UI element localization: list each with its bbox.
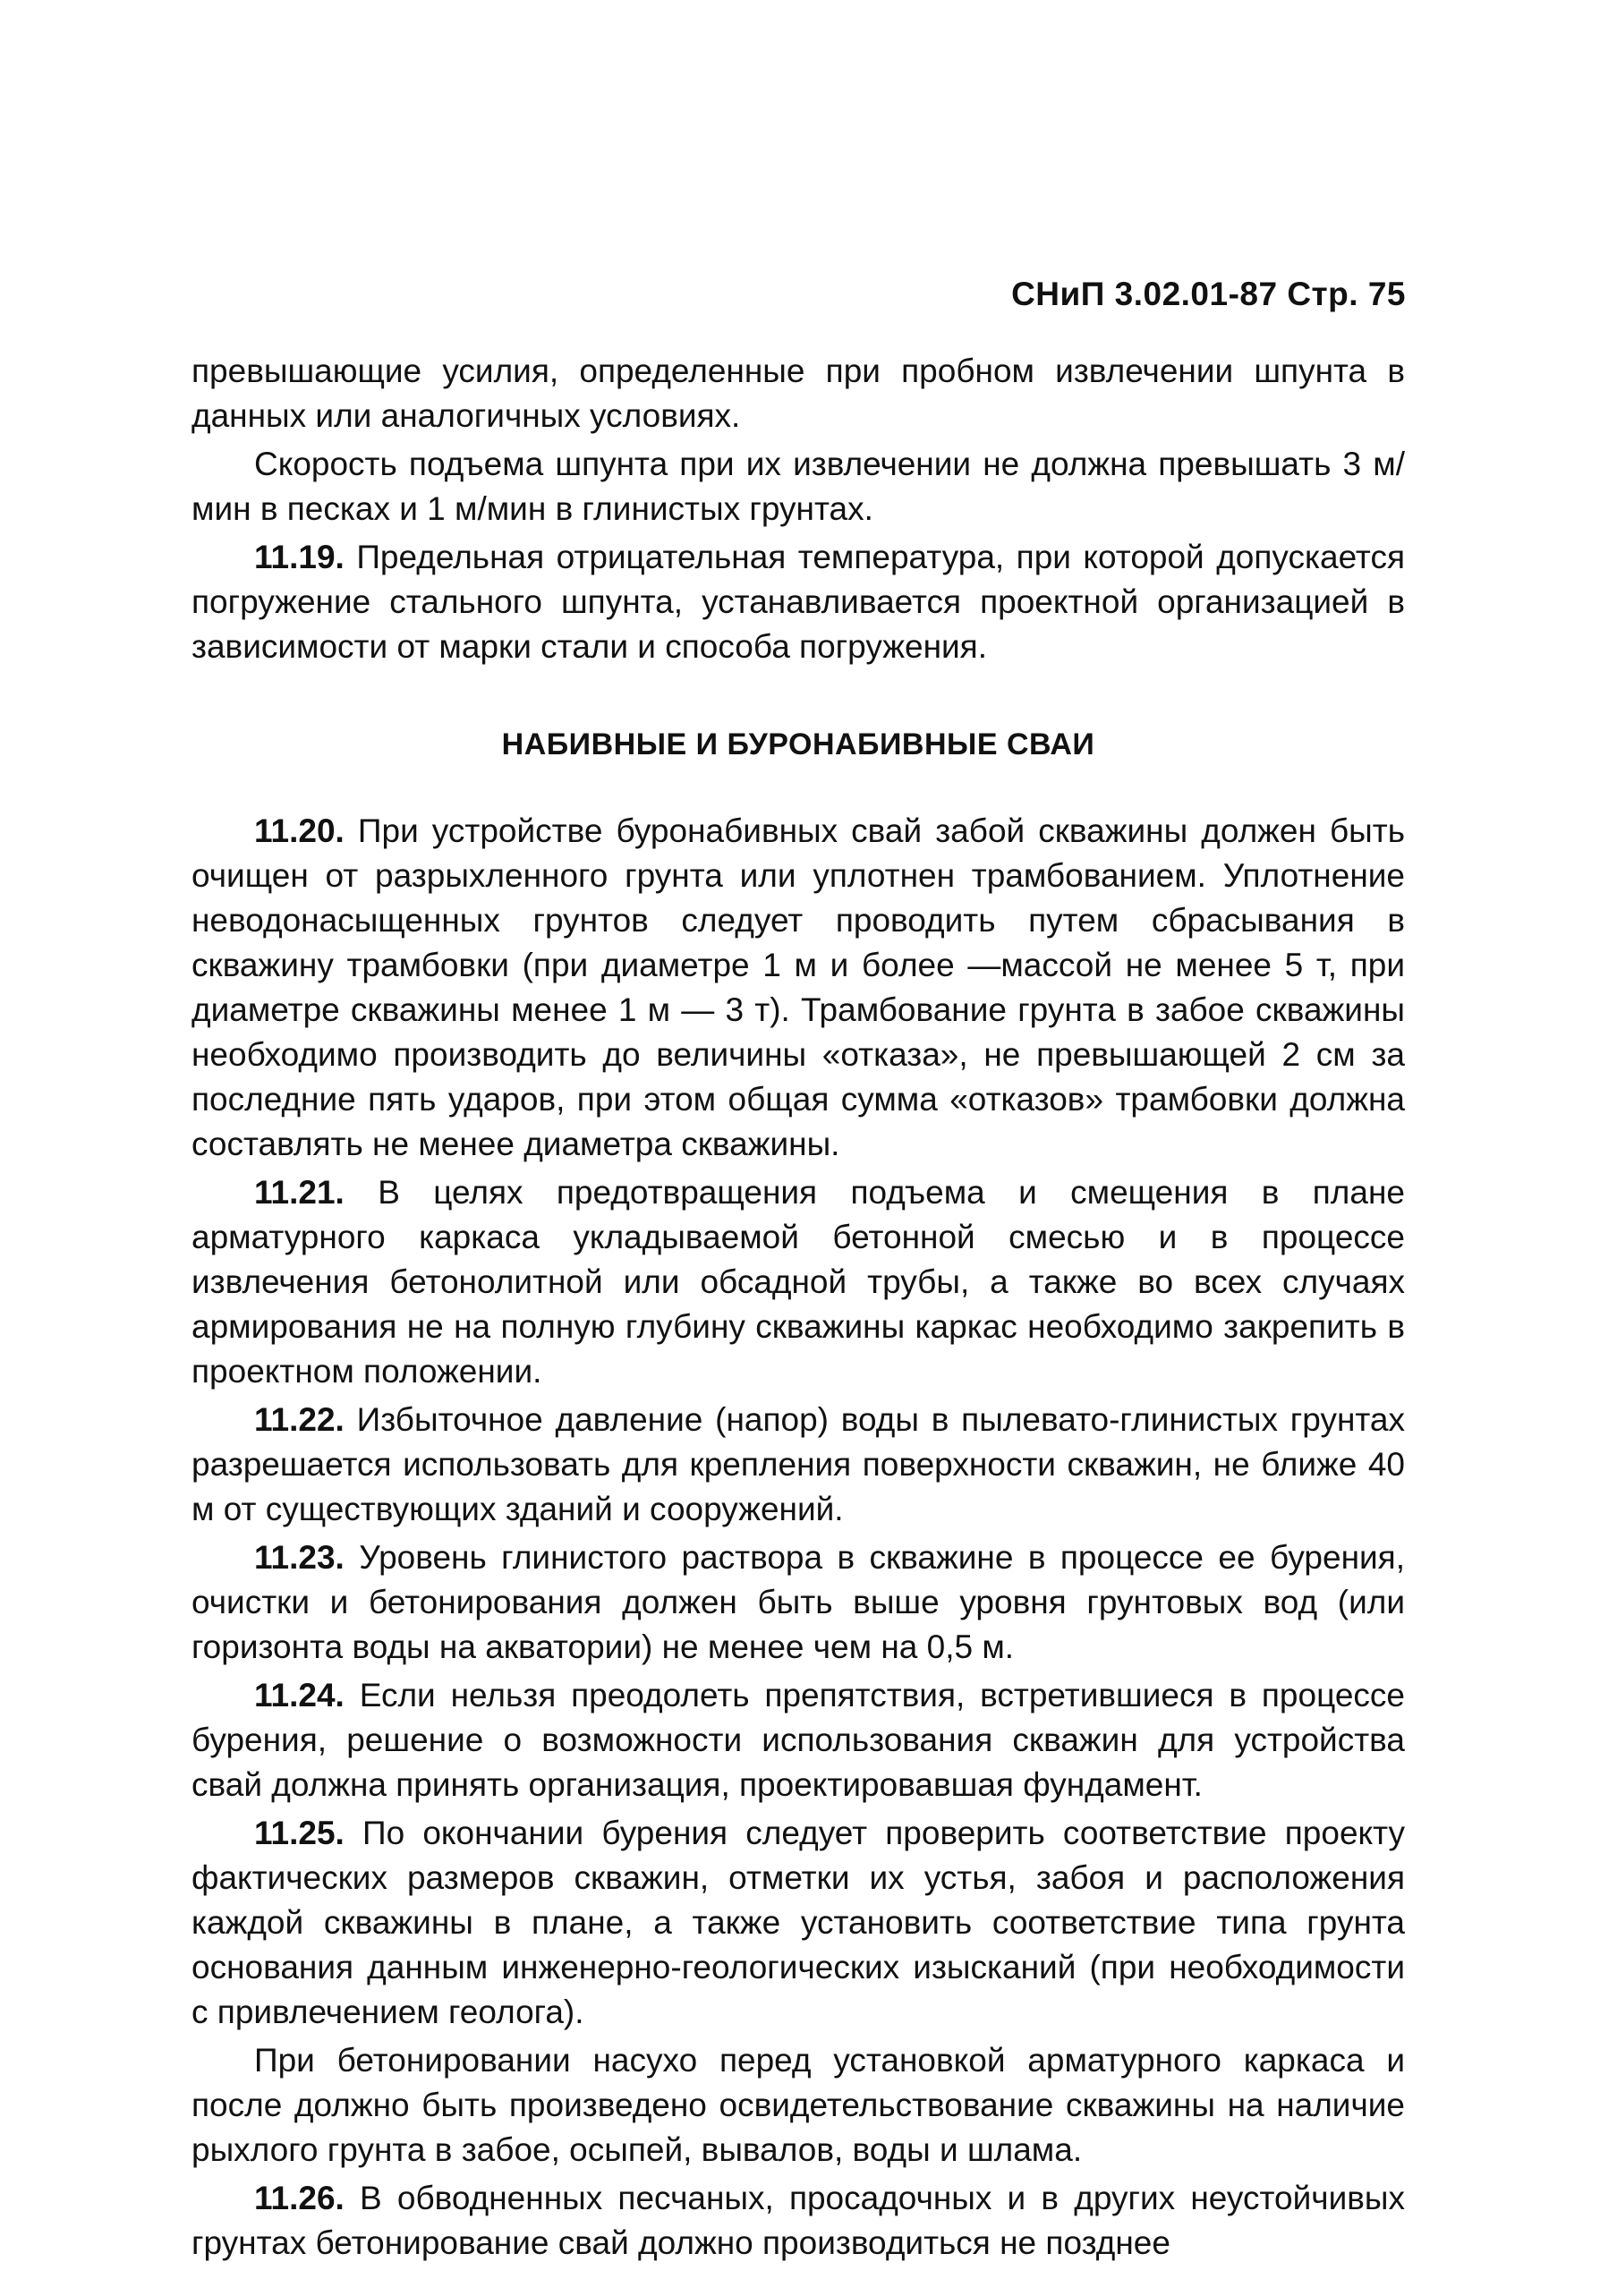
clause-number: 11.24. bbox=[254, 1677, 345, 1713]
clause-11-21 bbox=[191, 1170, 1405, 1394]
clause-11-24 bbox=[191, 1673, 1405, 1807]
clause-text: Предельная отрицательная температура, при которой допускается погружение стального шпунта, устанавливается проектной организацией в зависимости от марки стали и способа погружения. bbox=[191, 539, 1405, 665]
clause-text: Если нельзя преодолеть препятствия, встретившиеся в процессе бурения, решение о возможности использования скважин для устройства свай должна принять организация, проектировавшая фундамент. bbox=[191, 1677, 1405, 1803]
clause-number: 11.23. bbox=[254, 1539, 345, 1576]
clause-number: 11.25. bbox=[254, 1815, 345, 1851]
clause-number: 11.22. bbox=[254, 1401, 345, 1438]
intro-paragraph: превышающие усилия, определенные при пробном извлечении шпунта в данных или аналогичных условиях. bbox=[191, 353, 1405, 434]
clause-text: При устройстве буронабивных свай забой скважины должен быть очищен от разрыхленного грунта или уплотнен трамбованием. Уплотнение неводонасыщенных грунтов следует проводить путем сбрасывания в скважину трамбовки (при диаметре 1 м и более —массой не менее 5 т, при диаметре скважины менее 1 м — 3 т). Трамбование грунта в забое скважины необходимо производить до величины «отказа», не превышающей 2 см за последние пять ударов, при этом общая сумма «отказов» трамбовки должна составлять не менее диаметра скважины. bbox=[191, 812, 1405, 1162]
clause-number: 11.19. bbox=[254, 539, 345, 575]
page-header: СНиП 3.02.01-87 Стр. 75 bbox=[1011, 276, 1406, 312]
section-heading: НАБИВНЫЕ И БУРОНАБИВНЫЕ СВАИ bbox=[501, 727, 1095, 761]
clause-11-25 bbox=[191, 1811, 1405, 2035]
paragraph-after-11-25: При бетонировании насухо перед установкой арматурного каркаса и после должно быть произведено освидетельствование скважины на наличие рыхлого грунта в забое, осыпей, вывалов, воды и шлама. bbox=[191, 2042, 1405, 2168]
page-body bbox=[191, 349, 1405, 2269]
clause-text: В целях предотвращения подъема и смещения в плане арматурного каркаса укладываемой бетонной смесью и в процессе извлечения бетонолитной или обсадной трубы, а также во всех случаях армирования не на полную глубину скважины каркас необходимо закрепить в проектном положении. bbox=[191, 1174, 1405, 1390]
clause-number: 11.20. bbox=[254, 812, 345, 849]
clause-11-26 bbox=[191, 2176, 1405, 2266]
clause-number: 11.26. bbox=[254, 2180, 345, 2216]
intro-paragraph: Скорость подъема шпунта при их извлечении не должна превышать 3 м/мин в песках и 1 м/мин в глинистых грунтах. bbox=[191, 446, 1405, 527]
clause-11-22 bbox=[191, 1398, 1405, 1532]
clause-text: Избыточное давление (напор) воды в пылевато-глинистых грунтах разрешается использовать для крепления поверхности скважин, не ближе 40 м от существующих зданий и сооружений. bbox=[191, 1401, 1405, 1527]
clause-text: В обводненных песчаных, просадочных и в других неустойчивых грунтах бетонирование свай должно производиться не позднее bbox=[191, 2180, 1405, 2261]
clause-number: 11.21. bbox=[254, 1174, 345, 1211]
clause-11-23 bbox=[191, 1535, 1405, 1670]
clause-11-19 bbox=[191, 535, 1405, 669]
clause-text: Уровень глинистого раствора в скважине в процессе ее бурения, очистки и бетонирования должен быть выше уровня грунтовых вод (или горизонта воды на акватории) не менее чем на 0,5 м. bbox=[191, 1539, 1405, 1665]
clause-11-20 bbox=[191, 809, 1405, 1167]
clause-text: По окончании бурения следует проверить соответствие проекту фактических размеров скважин, отметки их устья, забоя и расположения каждой скважины в плане, а также установить соответствие типа грунта основания данным инженерно-геологических изысканий (при необходимости с привлечением геолога). bbox=[191, 1815, 1405, 2030]
